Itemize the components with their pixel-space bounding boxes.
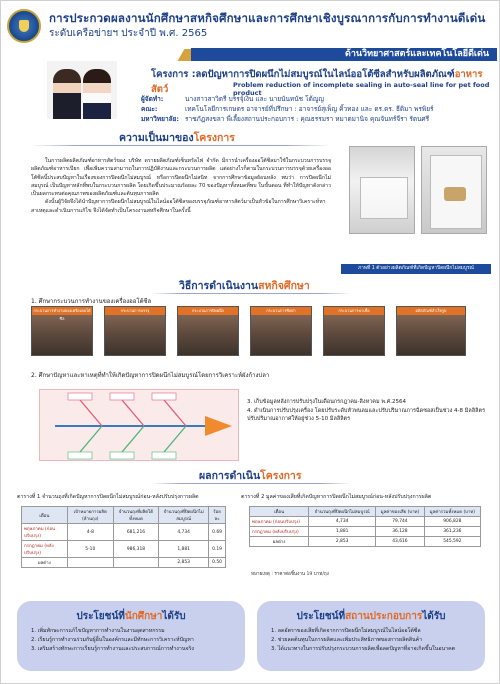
method-step-1: 1. ศึกษากระบวนการทำงานของเครื่องออโต้ซีล bbox=[31, 298, 152, 305]
list-item: 3. เสริมสร้างทักษะการเรียนรู้การทำงานและประสบการณ์การทำงานจริง bbox=[31, 645, 195, 652]
sample-photo-2 bbox=[421, 146, 487, 234]
table-row: กรกฎาคม (หลังปรับปรุง) 5-10 986,318 1,881 0.19 bbox=[22, 541, 226, 558]
info-row-authors: ผู้จัดทำ: นางสาวสาวิตรี บรรจุ์เงิน และ นายนันทนัช โต้ญูญ bbox=[141, 95, 324, 103]
contest-subtitle: ระดับเครือข่ายฯ ประจำปี พ.ศ. 2565 bbox=[49, 28, 208, 39]
student-photo-female bbox=[83, 69, 111, 119]
project-title-en: Problem reduction of incomplete sealing in auto-seal line for pet food product bbox=[233, 81, 490, 97]
background-rule bbox=[31, 145, 331, 146]
student-photo-male bbox=[53, 69, 81, 119]
table-2-note: หมายเหตุ : ราคาต่อชิ้นงาน 19 บาท/ถุง bbox=[251, 572, 329, 577]
figure-caption-1: ภาพที่ 1 ตัวอย่างผลิตภัณฑ์ที่เกิดปัญหาปิดผนึกไม่สมบูรณ์ bbox=[341, 264, 491, 274]
process-image-5: กระบวนการฆ่าเชื้อ bbox=[323, 306, 385, 356]
method-step-3: 3. เก็บข้อมูลหลังการปรับปรุงในเดือนกรกฎาคม-สิงหาคม พ.ศ.2564 bbox=[247, 399, 406, 405]
background-heading: ความเป็นมาของโครงการ bbox=[119, 132, 235, 144]
method-steps-3-4 bbox=[247, 398, 487, 424]
fishbone-svg bbox=[40, 390, 240, 462]
table-row-diff: ผลต่าง 2,853 0.50 bbox=[22, 558, 226, 568]
project-title-th: โครงการ :ลดปัญหาการปิดผนึกไม่สมบูรณ์ในไลน์ออโต้ซีลสำหรับผลิตภัณฑ์อาหารสัตว์ bbox=[151, 69, 483, 95]
method-rule bbox=[151, 293, 351, 294]
method-step-2: 2. ศึกษาปัญหาและหาเหตุที่ทำให้เกิดปัญหาการปิดผนึกไม่สมบูรณ์โดยการวิเคราะห์ผังก้างปลา bbox=[31, 372, 270, 379]
list-item: 2. เรียนรู้การทำงานร่วมกับผู้อื่นในองค์กรและมีทักษะการวิเคราะห์ปัญหา bbox=[31, 636, 194, 643]
table-1-caption: ตารางที่ 1 จำนวนถุงที่เกิดปัญหาการปิดผนึกไม่สมบูรณ์ก่อน-หลังปรับปรุงการผลิต bbox=[17, 494, 199, 500]
student-benefits-box bbox=[17, 601, 245, 671]
process-image-1: กระบวนการทำงานของเครื่องออโต้ซีล bbox=[31, 306, 93, 356]
project-info bbox=[141, 94, 434, 124]
table-1-header: เดือน เป้าหมายการผลิต (ล้านถุง) จำนวนถุงที่ผลิตได้ทั้งหมด จำนวนถุงที่ปิดผนึกไม่สมบูรณ์ ร้อยละ bbox=[22, 507, 226, 524]
list-item: 1. ลดอัตราของเสียที่เกิดจากการปิดผนึกไม่สมบูรณ์ในไลน์ออโต้ซีล bbox=[271, 628, 421, 634]
process-image-2: กระบวนการบรรจุ bbox=[104, 306, 166, 356]
process-image-4: กระบวนการซีลฝา bbox=[250, 306, 312, 356]
table-2 bbox=[249, 506, 481, 547]
university-logo bbox=[7, 9, 41, 43]
list-item: 3. ได้แนวทางในการปรับปรุงกระบวนการผลิตเพื่อลดปัญหาที่อาจเกิดขึ้นในอนาคต bbox=[271, 645, 456, 652]
list-item: 1. เพิ่มทักษะการแก้ไขปัญหาการทำงานในงานอุตสาหกรรม bbox=[31, 628, 165, 634]
fishbone-diagram bbox=[39, 389, 239, 461]
list-item: 2. ช่วยลดต้นทุนในการผลิตและเพิ่มประสิทธิภาพของการผลิตสินค้า bbox=[271, 636, 423, 643]
method-heading: วิธีการดำเนินงานสหกิจศึกษา bbox=[179, 280, 310, 292]
table-row: พฤษภาคม (ก่อนปรับปรุง) 4,734 79,744 906,828 bbox=[250, 517, 481, 527]
table-1 bbox=[21, 506, 226, 568]
process-image-3: กระบวนการปิดผนึก bbox=[177, 306, 239, 356]
table-2-caption: ตารางที่ 2 มูลค่าของเสียที่เกิดปัญหาการปิดผนึกไม่สมบูรณ์ก่อน-หลังปรับปรุงการผลิต bbox=[241, 494, 432, 500]
company-benefits-title: ประโยชน์ที่สถานประกอบการได้รับ bbox=[296, 611, 446, 622]
table-2-header: เดือน จำนวนถุงที่ปิดผนึกไม่สมบูรณ์ มูลค่าของเสีย (บาท) มูลค่ารวมทั้งหมด (บาท) bbox=[250, 507, 481, 517]
student-benefits-list bbox=[31, 627, 194, 653]
students-photo bbox=[47, 61, 117, 119]
sample-photo-1 bbox=[349, 146, 415, 234]
company-benefits-list bbox=[271, 627, 455, 653]
category-band: ด้านวิทยาศาสตร์และเทคโนโลยีดีเด่น bbox=[191, 48, 497, 61]
student-benefits-title: ประโยชน์ที่นักศึกษาได้รับ bbox=[76, 611, 186, 622]
info-row-faculty: คณะ: เทคโนโลยีการเกษตร อาจารย์ที่ปรึกษา : อาจารย์สุเพ็ญ คิ้วทอง และ ดร.ดร. ธีติมา พรพิยร์ bbox=[141, 105, 434, 113]
table-row: พฤษภาคม (ก่อนปรับปรุง) 4-8 681,216 4,734 0.69 bbox=[22, 524, 226, 541]
process-image-6: ผลิตภัณฑ์สำเร็จรูป bbox=[396, 306, 466, 356]
results-rule bbox=[151, 483, 351, 484]
info-row-university: มหาวิทยาลัย: ราชภัฏสงขลา พี่เลี้ยงสถานประกอบการ : คุณธรรมรา หมาดมานิจ คุณจันทร์จีรา รัตนศรี bbox=[141, 115, 430, 123]
company-benefits-box bbox=[257, 601, 485, 671]
table-row: กรกฎาคม (หลังปรับปรุง) 1,881 36,128 361,236 bbox=[250, 527, 481, 537]
contest-title: การประกวดผลงานนักศึกษาสหกิจศึกษาและการศึกษาเชิงบูรณาการกับการทำงานดีเด่น bbox=[49, 11, 486, 25]
method-step-4: 4. ดำเนินการปรับปรุงเครื่อง โดยปรับระดับหัวพ่นลมและปรับปริมาณการฉีดซอสเป็นช่วง 4-8 มิลลิลิตร ปรับปริมาณอากาศให้อยู่ช่วง 5-10 มิลลิลิตร bbox=[247, 407, 486, 422]
results-heading: ผลการดำเนินโครงการ bbox=[199, 470, 302, 482]
table-row-diff: ผลต่าง 2,853 43,616 545,592 bbox=[250, 537, 481, 547]
background-text: ในการผลิตผลิตภัณฑ์อาหารสัตว์ของ บริษัท ดรายผลิตภัณฑ์เซ็นทรัลไฟ จำกัด มีการนำเครื่องออโต้ซีลมาใช้ในกระบวนการบรรจุผลิตภัณฑ์อาหารเปียก เพื่อเพิ่มความสามารถในการปฏิบัติงานและกระบวนการผลิต แต่อย่างไรก็ตามในกระบวนการบรรจุด้วยเครื่องออโต้ซีลนี้ประสบปัญหาในเรื่องของการปิดผนึกไม่สมบูรณ์ หรือการปิดผนึกไม่สนิท จากการศึกษาข้อมูลย้อนหลัง พบว่า การปิดผนึกไม่สมบูรณ์ เป็นปัญหาหลักที่พบในกระบวนการผลิต โดยเกิดขึ้นประมาณร้อยละ 70 ของปัญหาทั้งหมดที่พบ ในขั้นตอน ที่ทำให้ปัญหาดังกล่าวเป็นผลกระทบต่อคุณภาพของผลิตภัณฑ์และต้นทุนการผลิต ดังนั้นผู้วิจัยจึงได้นำปัญหาการปิดผนึกไม่สมบูรณ์ในไลน์ออโต้ซีลของบรรจุภัณฑ์อาหารสัตว์มาเป็นหัวข้อในการศึกษาวิเคราะห์หาสาเหตุและดำเนินการแก้ไข จึงได้จัดทำเป็นโครงงานสหกิจศึกษาในครั้งนี้ bbox=[31, 158, 331, 214]
